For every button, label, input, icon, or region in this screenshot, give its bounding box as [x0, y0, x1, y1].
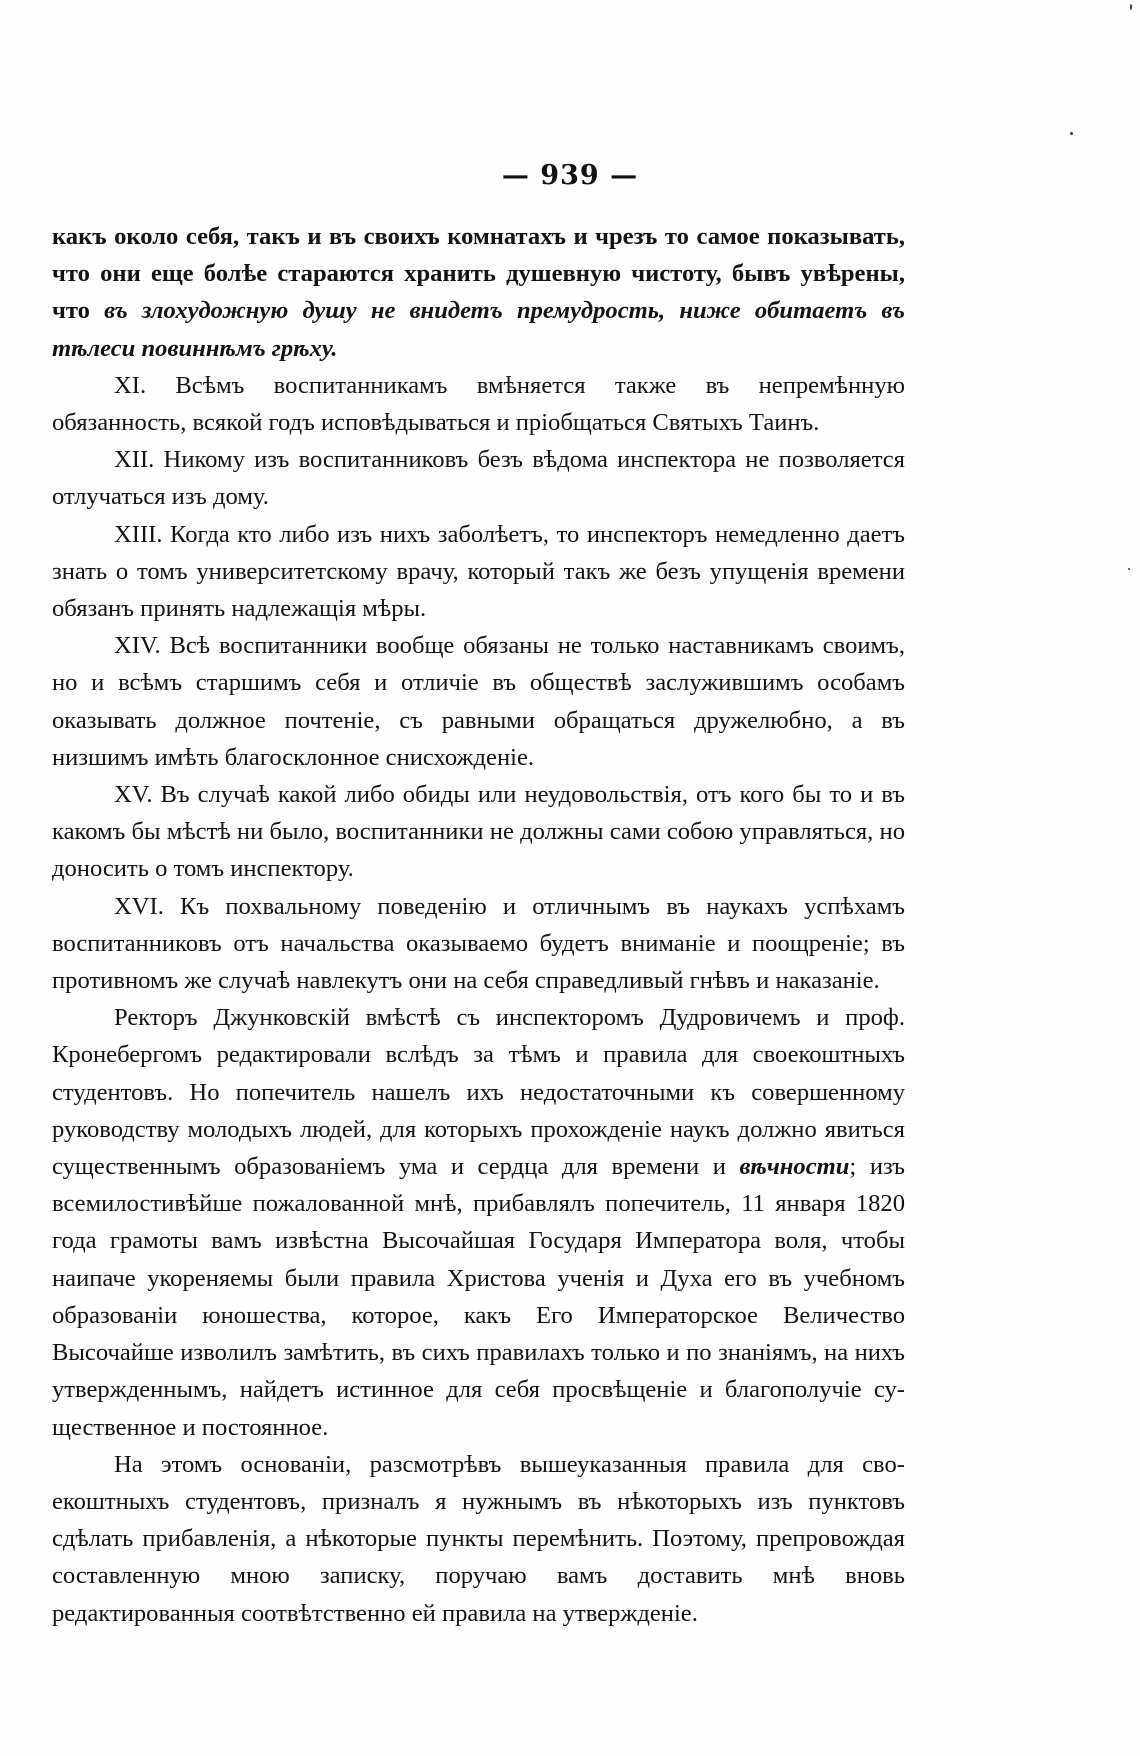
paragraph-text: ; изъ всемилостивѣйше пожалованной мнѣ, прибавлялъ попечитель, 11 января 1820 года грамоты вамъ извѣстна Высочайшая Государя Императора воля, чтобы наипаче укореняемы были правила Христова ученія и Духа его въ учебномъ образованіи юношества, которое, какъ Его Императорское Величество Высочайше изволилъ замѣтить, въ сихъ правилахъ только и по знаніямъ, на нихъ утвержденнымъ, найдетъ истинное для себя просвѣщеніе и благополучіе существенное и постоянное.	[52, 1153, 906, 1441]
paragraph-text: XIII. Когда кто либо изъ нихъ заболѣетъ, то инспекторъ немедленно даетъ знать о томъ университетскому врачу, который такъ же безъ упущенія времени обязанъ принять надлежащія мѣры.	[52, 520, 905, 623]
paragraph-continuation	[52, 218, 905, 367]
paragraph-text: въ злохудожную душу не внидетъ премудрость, ниже обитаетъ въ тѣлеси повиннѣмъ грѣху.	[52, 297, 905, 362]
paragraph-item-xiv	[52, 627, 905, 776]
paragraph-text: какъ около себя, такъ и въ своихъ комнатахъ и чрезъ то самое показывать, что они еще болѣе стараются хранить душевную чистоту, бывъ увѣрены, что	[52, 223, 905, 325]
scan-speck	[1128, 568, 1130, 570]
scan-speck	[1070, 132, 1073, 135]
paragraph-rector	[52, 999, 905, 1445]
paragraph-item-xiii	[52, 516, 905, 628]
paragraph-item-xi	[52, 367, 905, 441]
paragraph-conclusion	[52, 1446, 905, 1632]
paragraph-text: вѣчности	[739, 1153, 850, 1181]
scan-speck	[1130, 4, 1132, 10]
page-number: — 939 —	[501, 160, 639, 191]
paragraph-text: XII. Никому изъ воспитанниковъ безъ вѣдома инспектора не позволяется отлучаться изъ дому.	[52, 446, 905, 511]
paragraph-text: XV. Въ случаѣ какой либо обиды или неудовольствія, отъ кого бы то и въ какомъ бы мѣстѣ ни было, воспитанники не должны сами собою управляться, но доносить о томъ инспектору.	[52, 781, 905, 883]
paragraph-text: XVI. Къ похвальному поведенію и отличнымъ въ наукахъ успѣхамъ воспитанниковъ отъ начальства оказываемо будетъ вниманіе и поощреніе; въ противномъ же случаѣ навлекутъ они на себя справедливый гнѣвъ и наказаніе.	[52, 892, 905, 995]
paragraph-text: XI. Всѣмъ воспитанникамъ вмѣняется также въ непремѣнную обязанность, всякой годъ исповѣдываться и пріобщаться Святыхъ Таинъ.	[52, 371, 905, 437]
paragraph-item-xv	[52, 776, 905, 888]
paragraph-text: На этомъ основаніи, разсмотрѣвъ вышеуказанныя правила для своекоштныхъ студентовъ, призналъ я нужнымъ въ нѣкоторыхъ изъ пунктовъ сдѣлать прибавленія, а нѣкоторые пункты перемѣнить. Поэтому, препровождая составленную мною записку, поручаю вамъ доставить мнѣ вновь редактированныя соотвѣтственно ей правила на утвержденіе.	[52, 1450, 905, 1627]
paragraph-item-xii	[52, 441, 905, 515]
paragraph-item-xvi	[52, 888, 905, 1000]
body-text	[52, 218, 905, 1632]
paragraph-text: Ректоръ Джунковскій вмѣстѣ съ инспекторомъ Дудровичемъ и проф. Кронебергомъ редактировали вслѣдъ за тѣмъ и правила для своекоштныхъ студентовъ. Но попечитель нашелъ ихъ недостаточными къ совершенному руководству молодыхъ людей, для которыхъ прохожденіе наукъ должно явиться существеннымъ образованіемъ ума и сердца для времени и	[52, 1004, 905, 1181]
paragraph-text: XIV. Всѣ воспитанники вообще обязаны не только наставникамъ своимъ, но и всѣмъ старшимъ себя и отличіе въ обществѣ заслужившимъ особамъ оказывать должное почтеніе, съ равными обращаться дружелюбно, а въ низшимъ имѣть благосклонное снисхожденіе.	[52, 632, 905, 771]
